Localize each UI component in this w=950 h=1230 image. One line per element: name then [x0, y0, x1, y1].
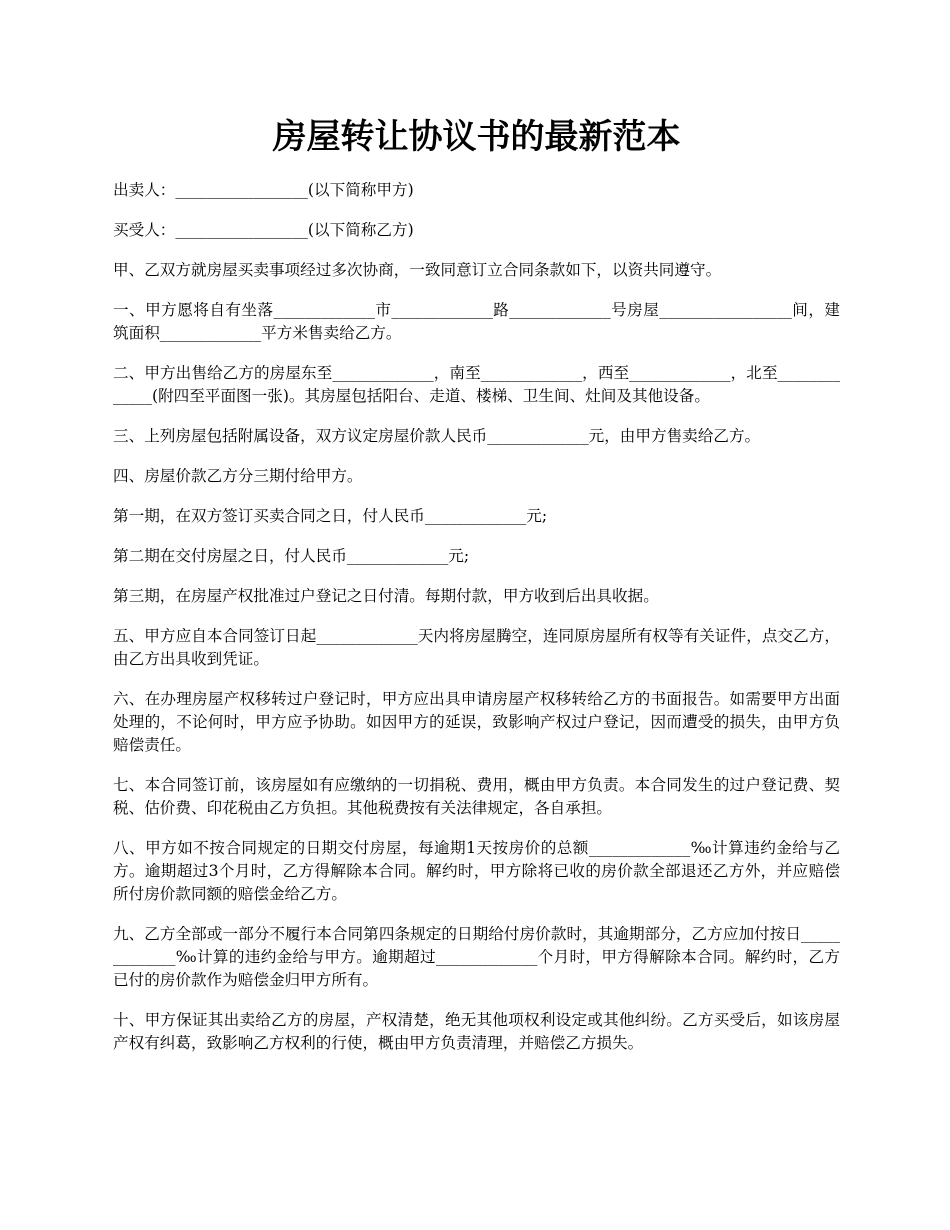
document-title: 房屋转让协议书的最新范本 — [272, 117, 681, 157]
seller-line: 出卖人：_________________(以下简称甲方) — [113, 181, 414, 199]
document-body — [113, 179, 840, 1072]
clause-9: 九、乙方全部或一部分不履行本合同第四条规定的日期给付房价款时，其逾期部分，乙方应加付按日_____________‰计算的违约金给与甲方。逾期超过_____________个月时，甲方得解除本合同。解约时，乙方已付的房价款作为赔偿金归甲方所有。 — [113, 925, 840, 989]
clause-2: 二、甲方出售给乙方的房屋东至_____________，南至_____________，西至_____________，北至_____________(附四至平面图一张)。其房屋包括阳台、走道、楼梯、卫生间、灶间及其他设备。 — [113, 364, 840, 405]
clause-8: 八、甲方如不按合同规定的日期交付房屋，每逾期1天按房价的总额_____________‰计算违约金给与乙方。逾期超过3个月时，乙方得解除本合同。解约时，甲方除将已收的房价款全部退还乙方外，并应赔偿所付房价款同额的赔偿金给乙方。 — [113, 839, 840, 903]
clause-3: 三、上列房屋包括附属设备，双方议定房屋价款人民币_____________元，由甲方售卖给乙方。 — [113, 427, 761, 445]
preamble-paragraph: 甲、乙双方就房屋买卖事项经过多次协商，一致同意订立合同条款如下，以资共同遵守。 — [113, 261, 722, 279]
payment-phase-3: 第三期，在房屋产权批准过户登记之日付清。每期付款，甲方收到后出具收据。 — [113, 587, 659, 605]
payment-phase-2: 第二期在交付房屋之日，付人民币_____________元; — [113, 547, 470, 565]
clause-7: 七、本合同签订前，该房屋如有应缴纳的一切捐税、费用，概由甲方负责。本合同发生的过户登记费、契税、估价费、印花税由乙方负担。其他税费按有关法律规定，各自承担。 — [113, 776, 840, 817]
clause-1: 一、甲方愿将自有坐落_____________市_____________路_____________号房屋_________________间，建筑面积_____________平方米售卖给乙方。 — [113, 301, 840, 342]
buyer-line: 买受人：_________________(以下简称乙方) — [113, 221, 414, 239]
payment-phase-1: 第一期，在双方签订买卖合同之日，付人民币_____________元; — [113, 507, 548, 525]
clause-5: 五、甲方应自本合同签订日起_____________天内将房屋腾空，连同原房屋所有权等有关证件，点交乙方，由乙方出具收到凭证。 — [113, 627, 840, 668]
clause-4: 四、房屋价款乙方分三期付给甲方。 — [113, 467, 363, 485]
clause-6: 六、在办理房屋产权移转过户登记时，甲方应出具申请房屋产权移转给乙方的书面报告。如需要甲方出面处理的，不论何时，甲方应予协助。如因甲方的延误，致影响产权过户登记，因而遭受的损失，由甲方负赔偿责任。 — [113, 690, 840, 754]
clause-10: 十、甲方保证其出卖给乙方的房屋，产权清楚，绝无其他项权利设定或其他纠纷。乙方买受后，如该房屋产权有纠葛，致影响乙方权利的行使，概由甲方负责清理，并赔偿乙方损失。 — [113, 1011, 840, 1052]
